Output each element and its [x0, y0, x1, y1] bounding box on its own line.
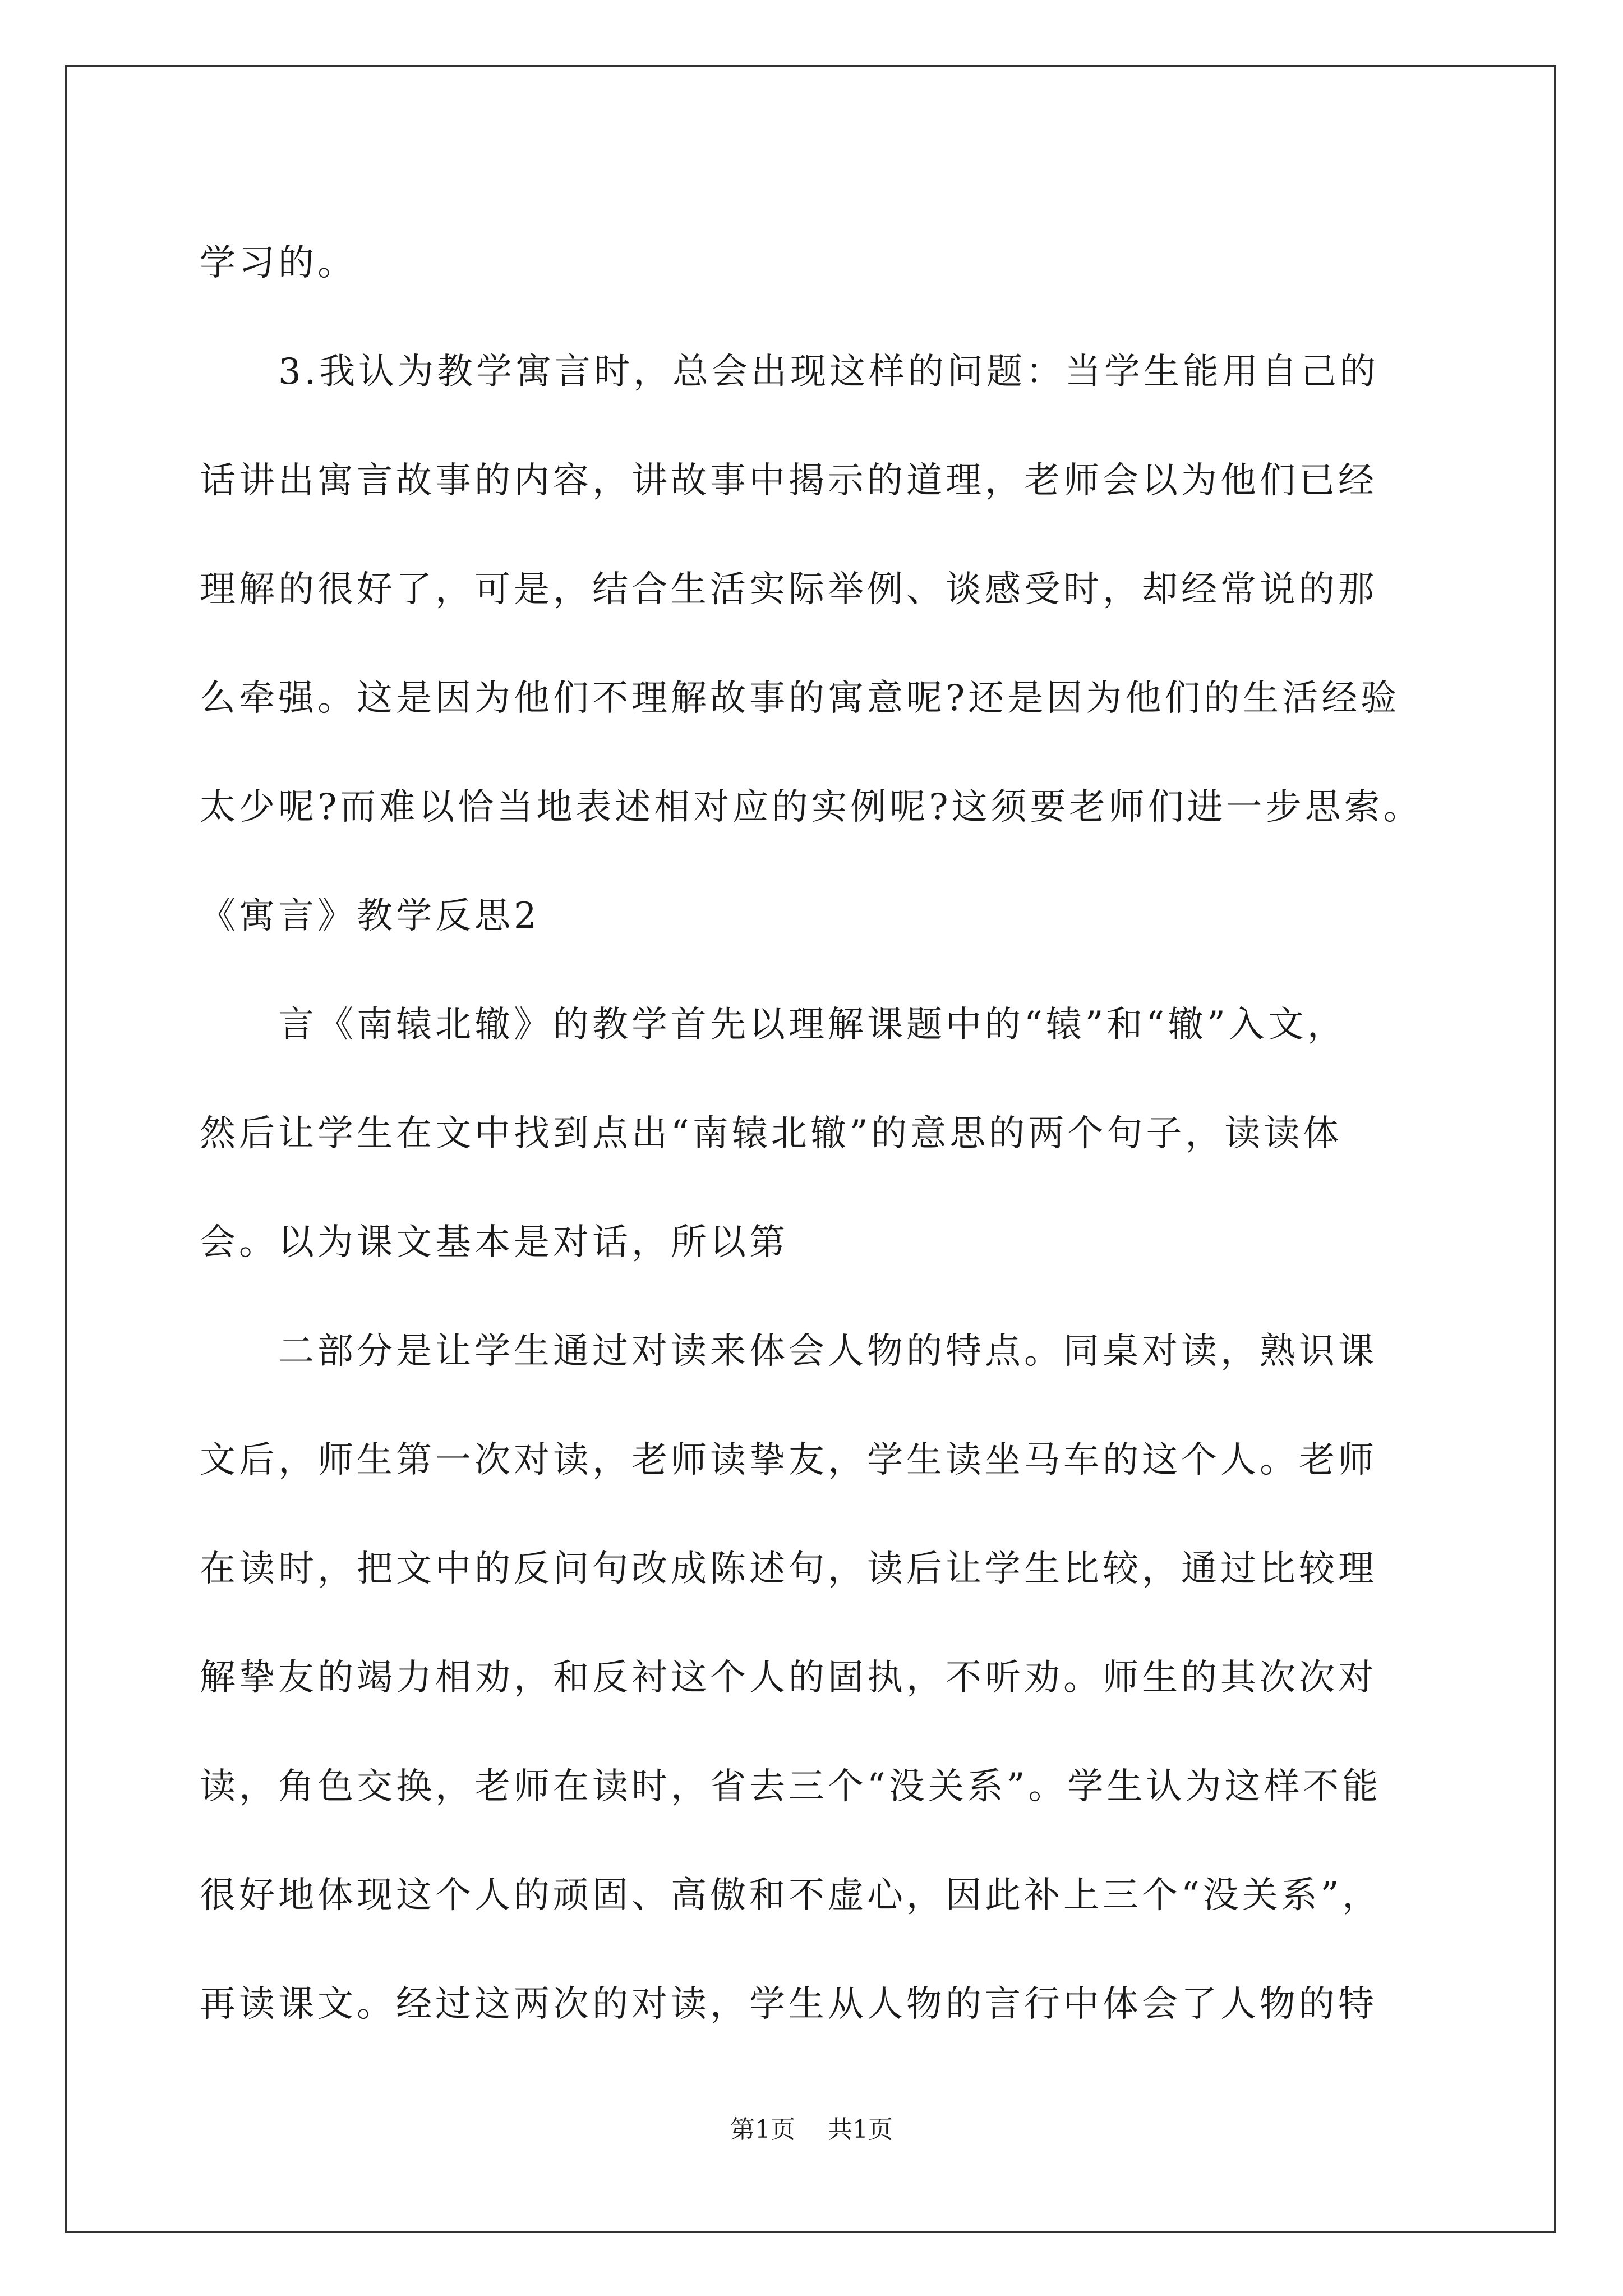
text-line: 3.我认为教学寓言时，总会出现这样的问题：当学生能用自己的: [278, 351, 1380, 393]
text-line: 读，角色交换，老师在读时，省去三个“没关系”。学生认为这样不能: [200, 1766, 1382, 1807]
text-line: 在读时，把文中的反问句改成陈述句，读后让学生比较，通过比较理: [200, 1548, 1377, 1590]
text-line: 很好地体现这个人的顽固、高傲和不虚心，因此补上三个“没关系”，: [200, 1875, 1382, 1916]
text-line: 《寓言》教学反思2: [200, 895, 540, 937]
text-line: 么牵强。这是因为他们不理解故事的寓意呢?还是因为他们的生活经验: [200, 678, 1400, 719]
page-number-current: 第1页: [730, 2115, 795, 2144]
text-line: 会。以为课文基本是对话，所以第: [200, 1222, 789, 1263]
text-line: 解挚友的竭力相劝，和反衬这个人的固执，不听劝。师生的其次次对: [200, 1657, 1377, 1699]
text-line: 然后让学生在文中找到点出“南辕北辙”的意思的两个句子，读读体: [200, 1113, 1343, 1154]
text-line: 二部分是让学生通过对读来体会人物的特点。同桌对读，熟识课: [278, 1331, 1377, 1372]
text-line: 再读课文。经过这两次的对读，学生从人物的言行中体会了人物的特: [200, 1984, 1377, 2025]
page-footer: [0, 2109, 1623, 2145]
text-line: 话讲出寓言故事的内容，讲故事中揭示的道理，老师会以为他们已经: [200, 460, 1377, 501]
text-line: 文后，师生第一次对读，老师读挚友，学生读坐马车的这个人。老师: [200, 1439, 1377, 1481]
text-line: 太少呢?而难以恰当地表述相对应的实例呢?这须要老师们进一步思索。: [200, 786, 1423, 828]
page-number-total: 共1页: [828, 2115, 893, 2144]
document-body: [200, 209, 1456, 2059]
text-line: 学习的。: [200, 242, 357, 284]
text-line: 言《南辕北辙》的教学首先以理解课题中的“辕”和“辙”入文，: [278, 1004, 1347, 1046]
text-line: 理解的很好了，可是，结合生活实际举例、谈感受时，却经常说的那: [200, 569, 1377, 610]
